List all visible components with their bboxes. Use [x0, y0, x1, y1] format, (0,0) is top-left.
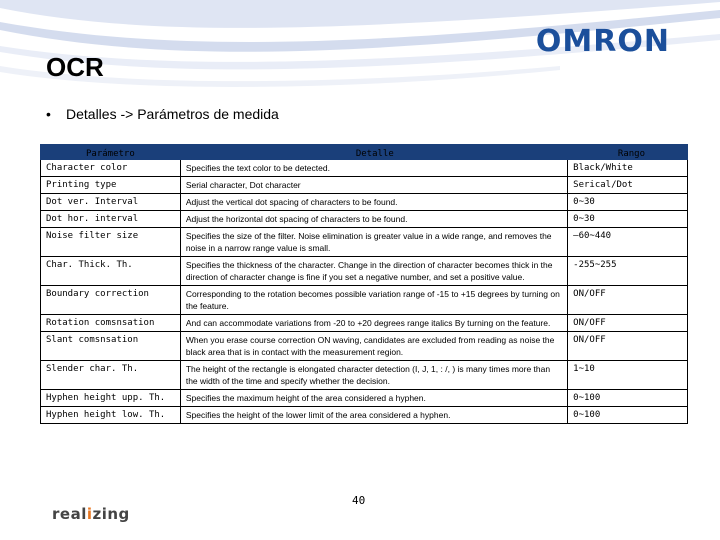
table-body [41, 160, 688, 424]
range-cell: 0~100 [568, 407, 688, 424]
omron-logo: OMRON [535, 24, 670, 59]
table-row [41, 160, 688, 177]
table-row [41, 211, 688, 228]
header-rango: Rango [568, 145, 688, 160]
param-cell: Hyphen height low. Th. [41, 407, 181, 424]
param-cell: Char. Thick. Th. [41, 257, 181, 286]
detail-cell: Serial character, Dot character [180, 177, 567, 194]
brand-accent: i [86, 505, 93, 523]
bullet-point [46, 106, 279, 122]
param-cell: Character color [41, 160, 181, 177]
param-cell: Dot hor. interval [41, 211, 181, 228]
range-cell: ON/OFF [568, 286, 688, 315]
detail-cell: Specifies the maximum height of the area considered a hyphen. [180, 390, 567, 407]
page-number: 40 [352, 494, 366, 507]
param-cell: Rotation comsnsation [41, 315, 181, 332]
detail-cell: The height of the rectangle is elongated character detection (I, J, 1, : /, ) is many times more than the width of the time and specify whether the decision. [180, 361, 567, 390]
detail-cell: Adjust the vertical dot spacing of characters to be found. [180, 194, 567, 211]
brand-prefix: real [52, 505, 87, 523]
range-cell: 0~30 [568, 194, 688, 211]
header-detalle: Detalle [180, 145, 567, 160]
param-cell: Slant comsnsation [41, 332, 181, 361]
range-cell: Serical/Dot [568, 177, 688, 194]
detail-cell: And can accommodate variations from -20 to +20 degrees range italics By turning on the feature. [180, 315, 567, 332]
table-row [41, 194, 688, 211]
table-row [41, 228, 688, 257]
slide-title: OCR [46, 52, 104, 82]
detail-cell: Corresponding to the rotation becomes possible variation range of -15 to +15 degrees by turning on the feature. [180, 286, 567, 315]
header-parametro: Parámetro [41, 145, 181, 160]
detail-cell: When you erase course correction ON waving, candidates are excluded from reading as noise the black area that is in contact with the measurement region. [180, 332, 567, 361]
param-cell: Slender char. Th. [41, 361, 181, 390]
param-cell: Noise filter size [41, 228, 181, 257]
table-row [41, 332, 688, 361]
range-cell: —60~440 [568, 228, 688, 257]
realizing-logo [52, 505, 130, 523]
range-cell: 0~30 [568, 211, 688, 228]
param-cell: Boundary correction [41, 286, 181, 315]
brand-suffix: zing [92, 505, 130, 523]
range-cell: -255~255 [568, 257, 688, 286]
param-cell: Printing type [41, 177, 181, 194]
detail-cell: Specifies the thickness of the character. Change in the direction of character becomes thick in the direction of character change is fine if you set a negative number, and set a positive value. [180, 257, 567, 286]
bullet-icon: • [46, 106, 51, 122]
range-cell: 1~10 [568, 361, 688, 390]
detail-cell: Specifies the text color to be detected. [180, 160, 567, 177]
param-cell: Hyphen height upp. Th. [41, 390, 181, 407]
table-row [41, 315, 688, 332]
detail-cell: Adjust the horizontal dot spacing of characters to be found. [180, 211, 567, 228]
range-cell: Black/White [568, 160, 688, 177]
param-cell: Dot ver. Interval [41, 194, 181, 211]
range-cell: ON/OFF [568, 315, 688, 332]
detail-cell: Specifies the size of the filter. Noise elimination is greater value in a wide range, and removes the noise in a narrow range value is small. [180, 228, 567, 257]
table-header-row [41, 145, 688, 160]
bullet-text: Detalles -> Parámetros de medida [66, 106, 279, 122]
range-cell: ON/OFF [568, 332, 688, 361]
table-row [41, 407, 688, 424]
table-row [41, 257, 688, 286]
table-row [41, 286, 688, 315]
table-row [41, 177, 688, 194]
range-cell: 0~100 [568, 390, 688, 407]
table-row [41, 390, 688, 407]
parameter-table [40, 144, 688, 424]
table-row [41, 361, 688, 390]
detail-cell: Specifies the height of the lower limit of the area considered a hyphen. [180, 407, 567, 424]
